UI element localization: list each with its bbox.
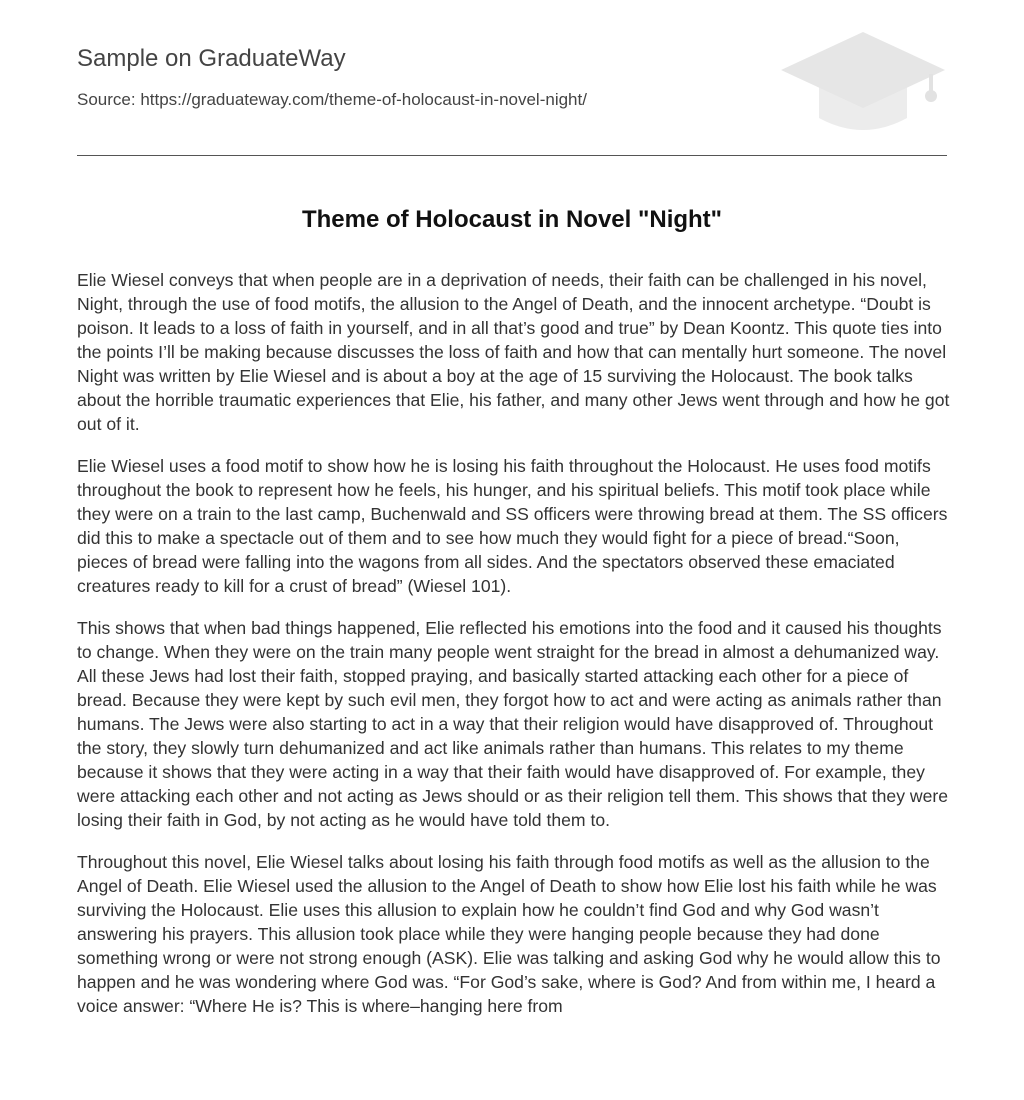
document-body	[77, 268, 951, 1058]
paragraph: Throughout this novel, Elie Wiesel talks about losing his faith through food motifs as well as the allusion to the Angel of Death. Elie Wiesel used the allusion to the Angel of Death to show how Elie lost his faith while he was surviving the Holocaust. Elie uses this allusion to explain how he couldn’t find God and why God wasn’t answering his prayers. This allusion took place while they were hanging people because they had done something wrong or were not strong enough (ASK). Elie was talking and asking God why he would allow this to happen and he was wondering where God was. “For God’s sake, where is God? And from within me, I heard a voice answer: “Where He is? This is where–hanging here from	[77, 852, 941, 1016]
page-header	[77, 0, 947, 156]
header-divider	[77, 155, 947, 156]
paragraph: Elie Wiesel uses a food motif to show how he is losing his faith throughout the Holocaust. He uses food motifs throughout the book to represent how he feels, his hunger, and his spiritual beliefs. This motif took place while they were on a train to the last camp, Buchenwald and SS officers were throwing bread at them. The SS officers did this to make a spectacle out of them and to see how much they would fight for a piece of bread.“Soon, pieces of bread were falling into the wagons from all sides. And the spectators observed these emaciated creatures ready to kill for a crust of bread” (Wiesel 101).	[77, 456, 948, 596]
paragraph: This shows that when bad things happened, Elie reflected his emotions into the food and it caused his thoughts to change. When they were on the train many people went straight for the bread in almost a dehumanized way. All these Jews had lost their faith, stopped praying, and basically started attacking each other for a piece of bread. Because they were kept by such evil men, they forgot how to act and were acting as animals rather than humans. The Jews were also starting to act in a way that their religion would have disapproved of. Throughout the story, they slowly turn dehumanized and act like animals rather than humans. This relates to my theme because it shows that they were acting in a way that their faith would have disapproved of. For example, they were attacking each other and not acting as Jews should or as their religion tell them. This shows that they were losing their faith in God, by not acting as he would have told them to.	[77, 618, 949, 830]
site-title: Sample on GraduateWay	[77, 45, 346, 72]
source-link[interactable]: https://graduateway.com/theme-of-holocaust-in-novel-night/	[140, 90, 587, 109]
graduation-cap-icon	[781, 30, 947, 134]
source-line	[77, 89, 587, 111]
paragraph: Elie Wiesel conveys that when people are in a deprivation of needs, their faith can be challenged in his novel, Night, through the use of food motifs, the allusion to the Angel of Death, and the innocent archetype. “Doubt is poison. It leads to a loss of faith in yourself, and in all that’s good and true” by Dean Koontz. This quote ties into the points I’ll be making because discusses the loss of faith and how that can mentally hurt someone. The novel Night was written by Elie Wiesel and is about a boy at the age of 15 surviving the Holocaust. The book talks about the horrible traumatic experiences that Elie, his father, and many other Jews went through and how he got out of it.	[77, 270, 950, 434]
source-label: Source:	[77, 90, 136, 109]
document-title: Theme of Holocaust in Novel "Night"	[301, 206, 723, 233]
